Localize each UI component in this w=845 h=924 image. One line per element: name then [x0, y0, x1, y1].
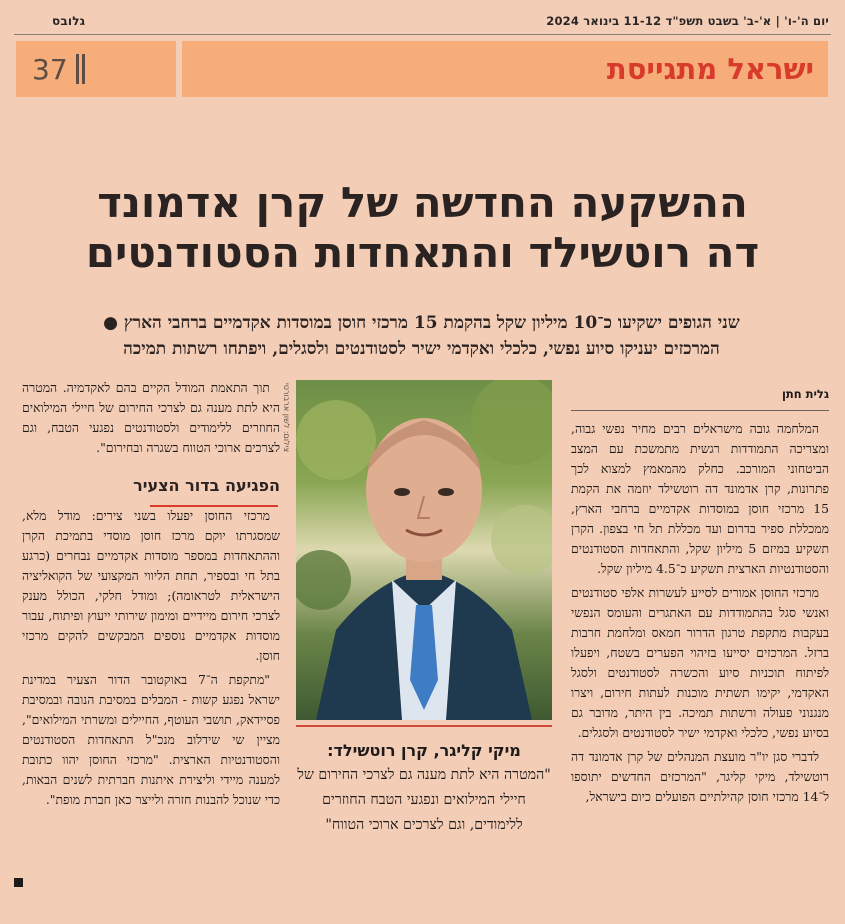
byline-rule [571, 410, 829, 411]
paragraph: המלחמה גובה מישראלים רבים מחיר נפשי גבוה, ומצריכה התמודדות רגשית מתמשכת עם המצב הביטחוני המורכב. כחלק מהמאמץ למצוא לכך פתרונות, קרן אדמונד דה רוטשילד יוזמה את הקמת 15 מרכזי חוסן במוסדות אקדמיים ברחבי הארץ, ממכללת ספיר בדרום ועד מכללת תל חי בצפון. הקרן תשקיע במיזם 5 מיליון שקל, והתאחדות הסטודנטים והסטודנטיות הארצית תשקיע כ־4.5 מיליון שקל. [571, 421, 830, 576]
article-column-right [571, 384, 829, 811]
article-subhead [20, 310, 823, 362]
subheading-rule [150, 505, 278, 507]
section-title: ישראל מתגייסת [606, 52, 814, 86]
publication-brand: גלובס [52, 14, 86, 28]
photo-credit: צילום: לשון ארבורטי [282, 382, 291, 452]
paragraph: תוך התאמת המודל הקיים בהם לאקדמיה. המטרה היא לתת מענה גם לצרכי החירום של חיילי המילואים החוזרים ללימודים ולסטודנטים נפגעי הטבח, וגם לצרכים ארוכי הטווח בשגרה ובחירום". [22, 380, 280, 455]
subheading: הפגיעה בדור הצעיר [133, 476, 280, 495]
page-number-box [16, 41, 176, 97]
byline: גלית חתן [781, 387, 829, 401]
article-column-left [22, 378, 280, 814]
caption-name: מיקי קליגר, קרן רוטשילד: [327, 741, 521, 760]
caption-quote: "המטרה היא לתת מענה גם לצרכי החירום של חיילי המילואים ונפגעי הטבח החוזרים ללימודים, וגם לצרכים ארוכי הטווח" [297, 767, 551, 833]
paragraph: "מתקפת ה־7 באוקטובר הדור הצעיר במדינת ישראל נפגע קשות - המבלים במסיבת הנובה ובמסיבת פסיידאק, תושבי העוטף, החיילים ומשרתי המילואים", מציין שי שידלוב מנכ"ל התאחדות הסטודנטים והסטודנטיות הארצית. "מרכזי החוסן יהוו כתובת למענה מיידי וליצירת איתנות חברתית לשנים הבאות, כדי שנוכל להבנות חזרה ולייצר כאן חברת מופת". [22, 672, 280, 807]
page-bars-icon [76, 54, 85, 84]
page-number: 37 [32, 52, 68, 86]
headline-line-2: דה רוטשילד והתאחדות הסטודנטים [85, 228, 760, 277]
subhead-line-1: שני הגופים ישקיעו כ־10 מיליון שקל בהקמת 15 מרכזי חוסן במוסדות אקדמיים ברחבי הארץ ● [103, 313, 740, 333]
subhead-line-2: המרכזים יעניקו סיוע נפשי, כלכלי ואקדמי ישיר לסטודנטים ולסגלים, ויפתחו רשתות תמיכה [123, 339, 720, 359]
paragraph: מרכזי החוסן יפעלו בשני צירים: מודל מלא, שמסגרתו יוקם מרכז חוסן מוסדי בתמיכת הקרן וההתאחדות במספר מוסדות אקדמיים נבחרים (כרגע בתל חי ובספיר, תחת הליווי המקצועי של הקואליציה הישראלית לטראומה); ומודל חלקי, הכולל מענק לצרכי חירום מיידיים ומימון שירותי ייעוץ ופיתוח, עבור מוסדות אקדמיים נוספים המבקשים להקים מרכזי חוסן. [22, 508, 280, 663]
section-title-box [182, 41, 828, 97]
paragraph: לדברי סגן יו"ר מועצת המנהלים של קרן אדמונד דה רוטשילד, מיקי קליגר, "המרכזים החדשים יתוספו ל־14 מרכזי חוסן קהילתיים הפועלים כיום בישראל, [571, 749, 829, 804]
caption-rule [296, 725, 552, 727]
dateline [52, 10, 829, 32]
top-rule [14, 34, 831, 35]
article-headline [40, 178, 805, 278]
portrait-illustration [296, 380, 552, 720]
article-end-mark [14, 878, 23, 887]
photo-caption [296, 738, 552, 838]
portrait-photo [296, 380, 552, 720]
issue-date: יום ה'-ו' | א'-ב' בשבט תשפ"ד 11-12 בינואר 2024 [546, 14, 829, 28]
section-header [16, 41, 828, 97]
paragraph: מרכזי החוסן אמורים לסייע לעשרות אלפי סטודנטים ואנשי סגל בהתמודדות עם האתגרים והעומס הנפשי בעקבות מתקפת טרגון הדרור חמאס ומלחמת חרבות ברזל. המרכזים יסייעו בזיהוי הפערים בשטח, ויפעלו לפיתוח תוכניות סיוע והכשרה לסטודנטים ולסגל האקדמי, יקימו תשתית מוכנות לעתות חירום, ויצרו מנגנוני פעולה ורשתות תמיכה. בין היתר, מדובר גם בסיוע נפשי, כלכלי ואקדמי ישיר לסטודנטים ולסגלים. [571, 585, 829, 740]
headline-line-1: ההשקעה החדשה של קרן אדמונד [97, 178, 748, 227]
